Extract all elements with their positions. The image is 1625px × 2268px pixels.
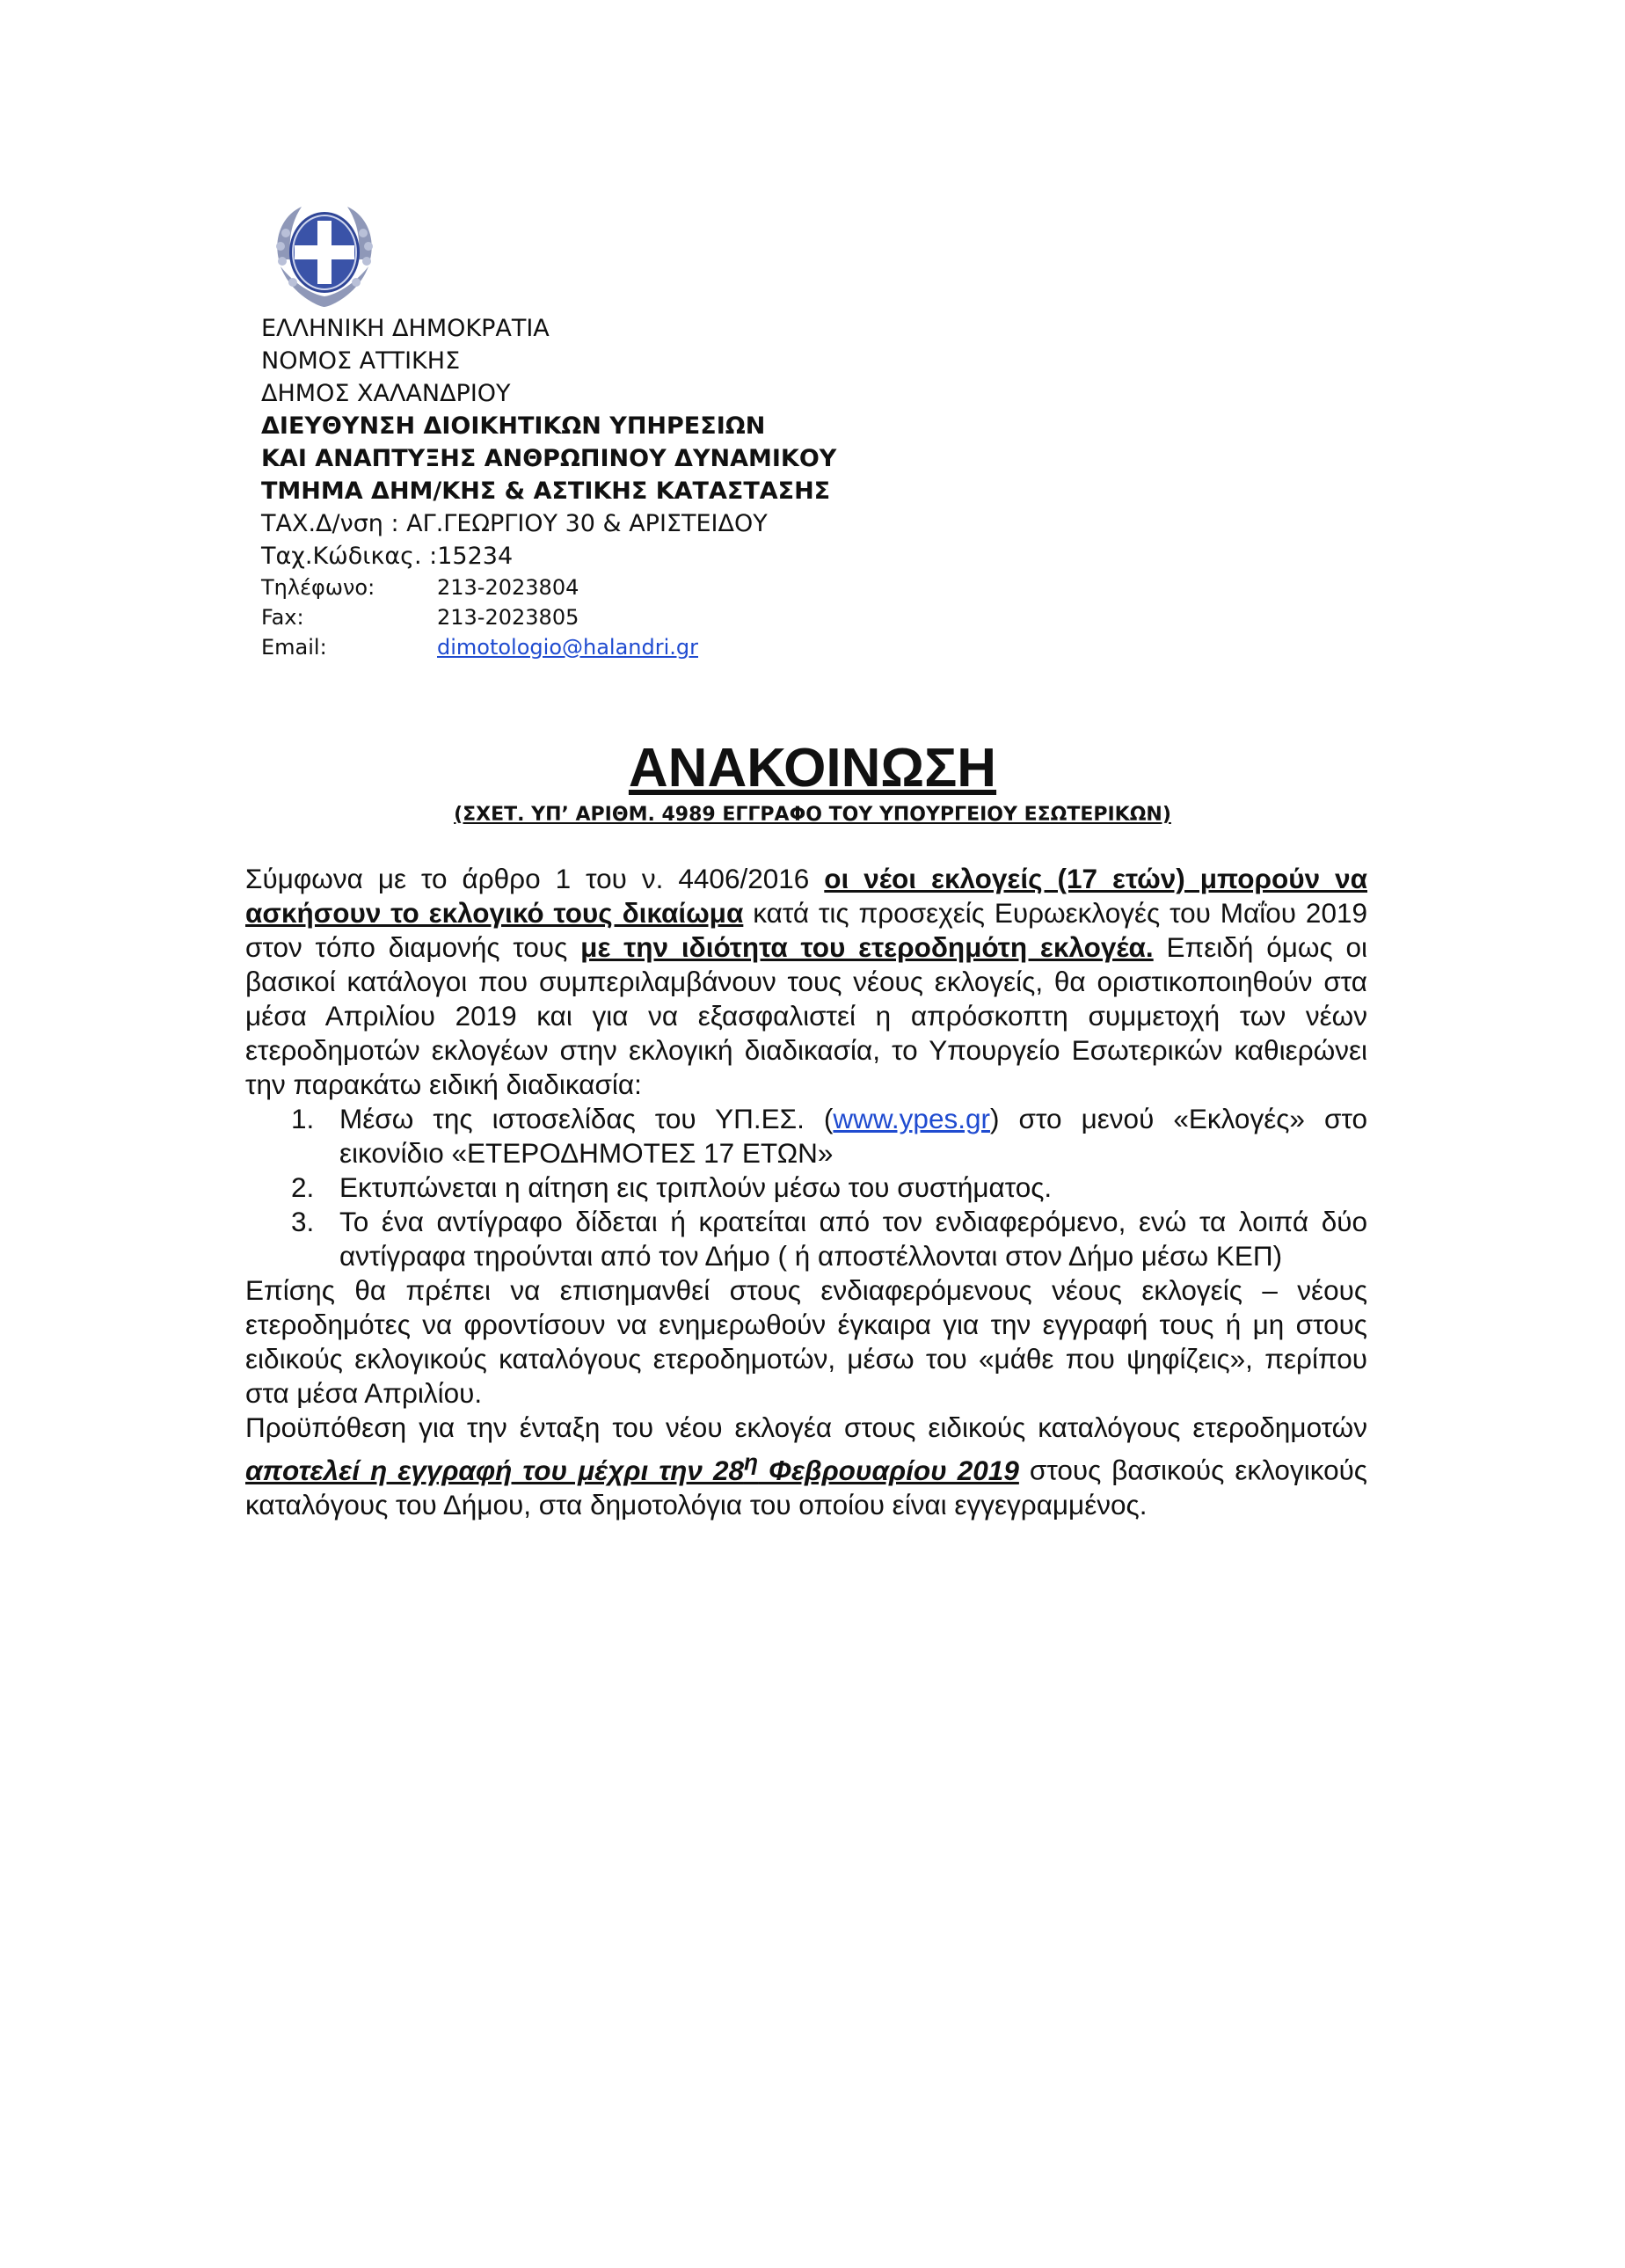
header-line-department: ΤΜΗΜΑ ΔΗΜ/ΚΗΣ & ΑΣΤΙΚΗΣ ΚΑΤΑΣΤΑΣΗΣ [261, 478, 831, 505]
header-line-development: ΚΑΙ ΑΝΑΠΤΥΞΗΣ ΑΝΘΡΩΠΙΝΟΥ ΔΥΝΑΜΙΚΟΥ [261, 445, 837, 472]
step-1-text-a: Μέσω της ιστοσελίδας του ΥΠ.ΕΣ. ( [339, 1103, 834, 1134]
paragraph-intro [245, 862, 1367, 1102]
procedure-step [245, 1170, 1367, 1205]
deadline-text-2: Φεβρουαρίου 2019 [758, 1454, 1019, 1486]
ypes-link[interactable]: www.ypes.gr [833, 1103, 990, 1134]
intro-text-1: Σύμφωνα με το άρθρο 1 του ν. 4406/2016 [245, 863, 825, 894]
step-number: 1. [291, 1103, 315, 1134]
header-line-municipality: ΔΗΜΟΣ ΧΑΛΑΝΔΡΙΟΥ [261, 380, 511, 407]
phone-value: 213-2023804 [437, 575, 579, 600]
intro-text-2: κατά τις προσεχείς Ευρωεκλογές του Μαΐου 2019 στον τόπο διαμονής τους [245, 897, 1368, 963]
announcement-title: ΑΝΑΚΟΙΝΩΣΗ [628, 738, 997, 799]
step-1-text-b: ) στο μενού «Εκλογές» στο εικονίδιο «ΕΤΕΡΟΔΗΜΟΤΕΣ 17 ΕΤΩΝ» [339, 1103, 1367, 1169]
header-line-republic: ΕΛΛΗΝΙΚΗ ΔΗΜΟΚΡΑΤΙΑ [261, 315, 550, 342]
announcement-body [245, 862, 1367, 1522]
letterhead [261, 312, 1053, 662]
procedure-step [245, 1205, 1367, 1273]
step-number: 2. [291, 1171, 315, 1203]
fax-value: 213-2023805 [437, 605, 579, 630]
contact-fax-row [261, 602, 1053, 632]
email-link[interactable]: dimotologio@halandri.gr [437, 635, 698, 660]
procedure-step [245, 1102, 1367, 1170]
procedure-list [245, 1102, 1367, 1273]
announcement-subtitle: (ΣΧΕΤ. ΥΠ’ ΑΡΙΘΜ. 4989 ΕΓΓΡΑΦΟ ΤΟΥ ΥΠΟΥΡΓΕΙΟΥ ΕΣΩΤΕΡΙΚΩΝ) [454, 804, 1171, 826]
condition-text-1: Προϋπόθεση για την ένταξη του νέου εκλογέα στους ειδικούς καταλόγους ετεροδημοτών [245, 1411, 1367, 1443]
deadline-text-1: αποτελεί η εγγραφή του μέχρι την 28 [245, 1454, 744, 1486]
intro-text-3: Επειδή όμως οι βασικοί κατάλογοι που συμπεριλαμβάνουν τους νέους εκλογείς, θα οριστικοποιηθούν στα μέσα Απριλίου 2019 και για να εξασφαλιστεί η απρόσκοπτη συμμετοχή των νέων ετεροδημοτών εκλογέων στην εκλογική διαδικασία, το Υπουργείο Εσωτερικών καθιερώνει την παρακάτω ειδική διαδικασία: [245, 931, 1367, 1100]
header-address: ΤΑΧ.Δ/νση : ΑΓ.ΓΕΩΡΓΙΟΥ 30 & ΑΡΙΣΤΕΙΔΟΥ [261, 510, 768, 537]
condition-deadline [245, 1448, 1019, 1486]
header-line-directorate: ΔΙΕΥΘΥΝΣΗ ΔΙΟΙΚΗΤΙΚΩΝ ΥΠΗΡΕΣΙΩΝ [261, 412, 766, 440]
step-2-text: Εκτυπώνεται η αίτηση εις τριπλούν μέσω του συστήματος. [339, 1171, 1053, 1203]
contact-phone-row [261, 572, 1053, 602]
fax-label: Fax: [261, 605, 304, 630]
greek-coat-of-arms-icon [266, 198, 383, 310]
intro-bold-1: οι νέοι εκλογείς (17 ετών) μπορούν να ασκήσουν το εκλογικό τους δικαίωμα [245, 863, 1367, 929]
intro-bold-2: με την ιδιότητα του ετεροδημότη εκλογέα. [580, 931, 1154, 963]
paragraph-condition [245, 1411, 1367, 1522]
condition-text-2: στους βασικούς εκλογικούς καταλόγους του Δήμου, στα δημοτολόγια του οποίου είναι εγγεγραμμένος. [245, 1454, 1367, 1521]
step-number: 3. [291, 1206, 315, 1237]
header-line-prefecture: ΝΟΜΟΣ ΑΤΤΙΚΗΣ [261, 347, 461, 375]
email-label: Email: [261, 635, 327, 660]
contact-email-row [261, 632, 1053, 662]
paragraph-notice: Επίσης θα πρέπει να επισημανθεί στους ενδιαφερόμενους νέους εκλογείς – νέους ετεροδημότες να φροντίσουν να ενημερωθούν έγκαιρα για την εγγραφή τους ή μη στους ειδικούς εκλογικούς καταλόγους ετεροδημοτών, μέσω του «μάθε που ψηφίζεις», περίπου στα μέσα Απριλίου. [245, 1274, 1367, 1409]
deadline-ordinal: η [743, 1448, 759, 1475]
step-3-text: Το ένα αντίγραφο δίδεται ή κρατείται από τον ενδιαφερόμενο, ενώ τα λοιπά δύο αντίγραφα τηρούνται από τον Δήμο ( ή αποστέλλονται στον Δήμο μέσω ΚΕΠ) [339, 1206, 1367, 1272]
phone-label: Τηλέφωνο: [261, 575, 375, 600]
header-postcode: Ταχ.Κώδικας. :15234 [261, 543, 514, 570]
